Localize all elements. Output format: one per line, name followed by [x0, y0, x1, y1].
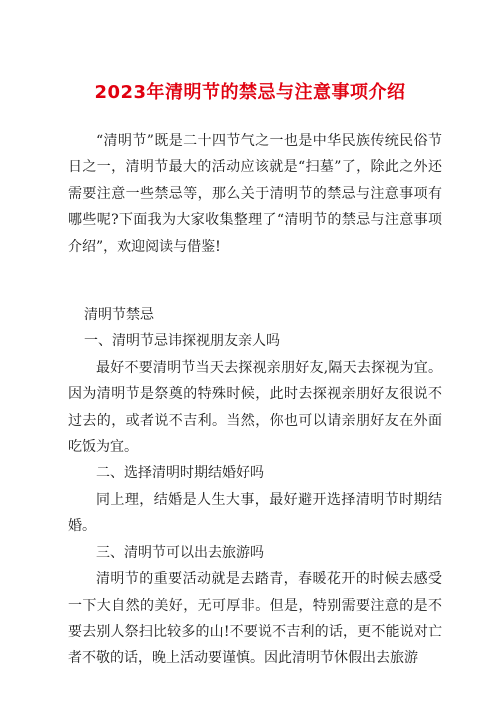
- item-text-1: 最好不要清明节当天去探视亲朋好友,隔天去探视为宜。因为清明节是祭奠的特殊时候，此时去探视亲朋好友很说不过去的，或者说不吉利。当然，你也可以请亲朋好友在外面吃饭为宜。: [68, 359, 442, 456]
- document-title: 2023年清明节的禁忌与注意事项介绍: [94, 82, 406, 103]
- item-text-2: 同上理，结婚是人生大事，最好避开选择清明节时期结婚。: [68, 491, 442, 535]
- item-heading-2: 二、选择清明时期结婚好吗: [96, 465, 264, 482]
- paragraph-spacer: [68, 260, 442, 302]
- item-heading-3: 三、清明节可以出去旅游吗: [96, 544, 264, 561]
- item-text-3: 清明节的重要活动就是去踏青，春暖花开的时候去感受一下大自然的美好，无可厚非。但是，特别需要注意的是不要去别人祭扫比较多的山!不要说不吉利的话，更不能说对亡者不敬的话，晚上活动要谨慎。因此清明节休假出去旅游: [68, 571, 442, 667]
- document-body: [68, 128, 442, 672]
- section-heading: 清明节禁忌: [84, 307, 154, 324]
- intro-paragraph: “清明节”既是二十四节气之一也是中华民族传统民俗节日之一，清明节最大的活动应该就是“扫墓”了，除此之外还需要注意一些禁忌等，那么关于清明节的禁忌与注意事项有哪些呢?下面我为大家收集整理了“清明节的禁忌与注意事项介绍”，欢迎阅读与借鉴!: [68, 133, 442, 255]
- item-heading-1: 一、清明节忌讳探视朋友亲人吗: [84, 333, 280, 350]
